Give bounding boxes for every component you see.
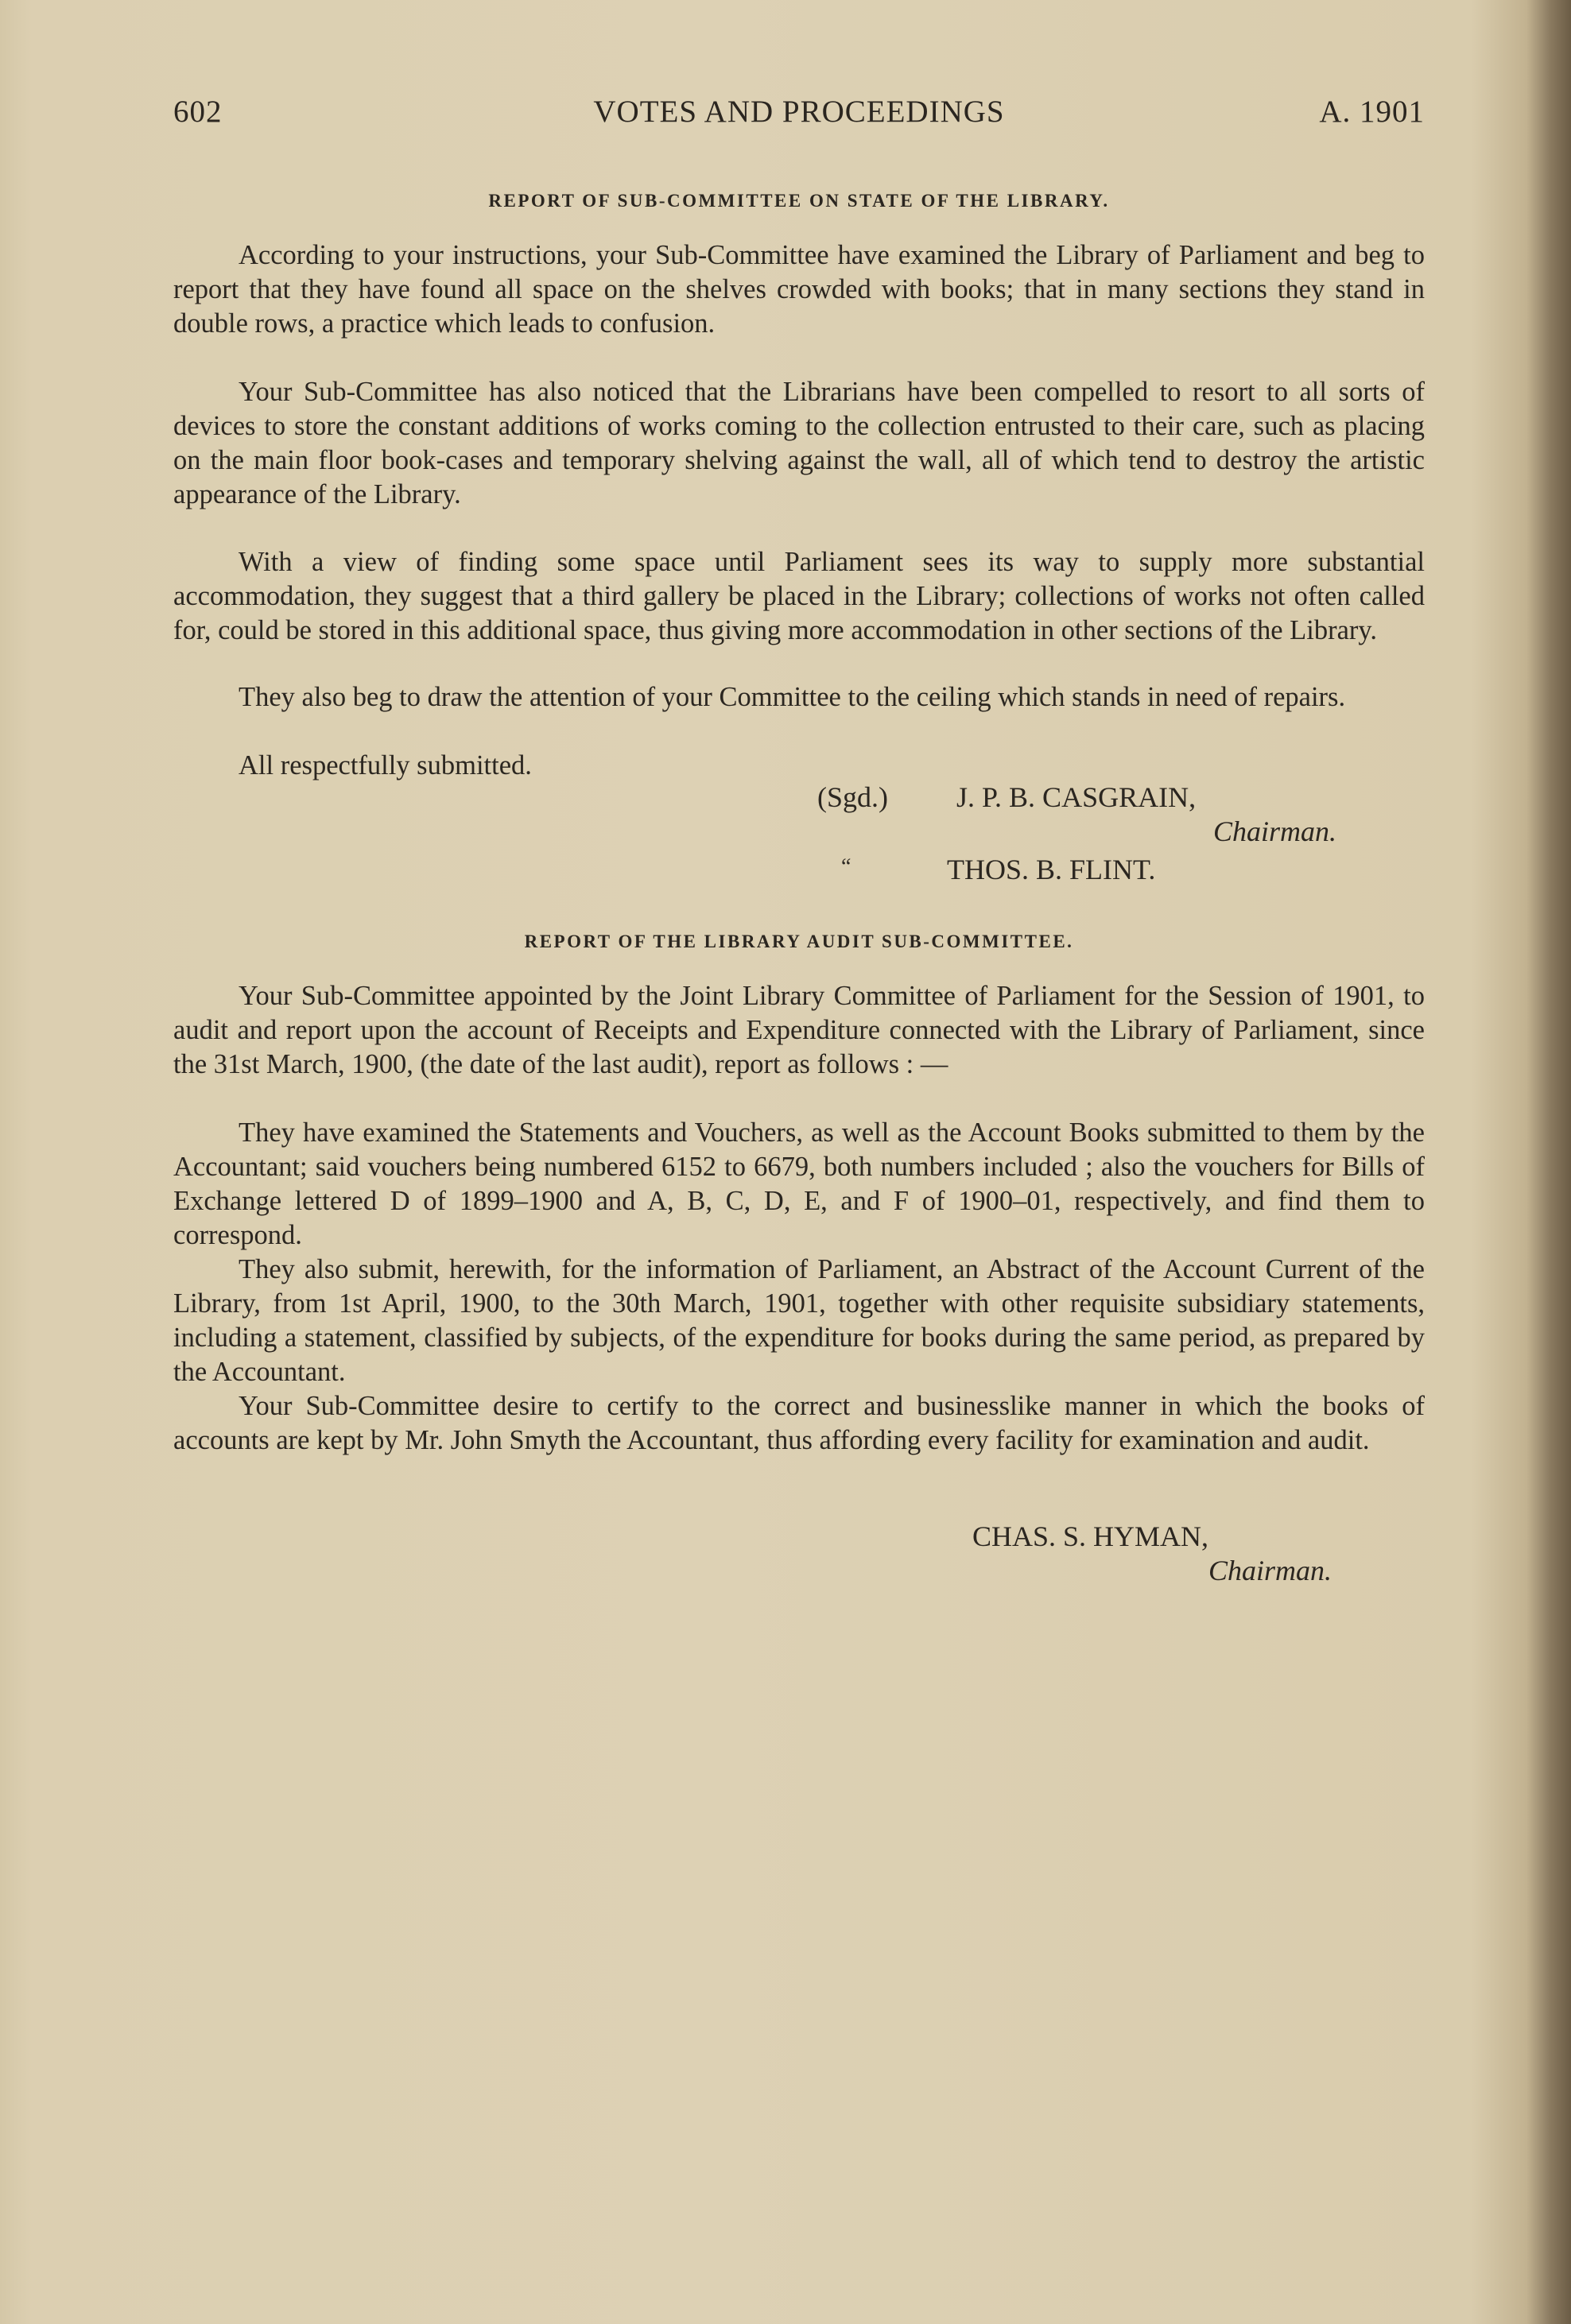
report2-paragraph-2: They have examined the Statements and Vouchers, as well as the Account Books submitted to them by the Accountant; said vouchers being numbered 6152 to 6679, both numbers included ; also the vouchers for Bills of Exchange lettered D of 1899–1900 and A, B, C, D, E, and F of 1900–01, respectively, and find them to correspond.	[173, 1117, 1425, 1250]
signatory-role-1: Chairman.	[1213, 815, 1337, 847]
report1-paragraph-1: According to your instructions, your Sub-Committee have examined the Library of Parliament and beg to report that they have found all space on the shelves crowded with books; that in many sections they stand in double rows, a practice which leads to confusion.	[173, 240, 1425, 339]
running-title: VOTES AND PROCEEDINGS	[593, 95, 1005, 129]
signatory-name: CHAS. S. HYMAN,	[972, 1520, 1209, 1552]
report2-paragraph-3: They also submit, herewith, for the information of Parliament, an Abstract of the Account Current of the Library, from 1st April, 1900, to the 30th March, 1901, together with other requisite subsidiary statements, including a statement, classified by subjects, of the expenditure for books during the same period, as prepared by the Accountant.	[173, 1254, 1425, 1387]
ditto-mark: “	[841, 854, 851, 879]
report1-heading: REPORT OF SUB-COMMITTEE ON STATE OF THE LIBRARY.	[488, 191, 1110, 211]
report2-paragraph-4: Your Sub-Committee desire to certify to the correct and businesslike manner in which the books of accounts are kept by Mr. John Smyth the Accountant, thus affording every facility for examination and audit.	[173, 1391, 1425, 1455]
report1-paragraph-2: Your Sub-Committee has also noticed that the Librarians have been compelled to resort to all sorts of devices to store the constant additions of works coming to the collection entrusted to their care, such as placing on the main floor book-cases and temporary shelving against the wall, all of which tend to destroy the artistic appearance of the Library.	[173, 377, 1425, 509]
signed-marker: (Sgd.)	[817, 781, 888, 813]
report1-paragraph-5: All respectfully submitted.	[239, 750, 532, 780]
signatory-name-1: J. P. B. CASGRAIN,	[956, 781, 1197, 813]
signatory-role: Chairman.	[1208, 1555, 1332, 1586]
report1-paragraph-3: With a view of finding some space until Parliament sees its way to supply more substantial accommodation, they suggest that a third gallery be placed in the Library; collections of works not often called for, could be stored in this additional space, thus giving more accommodation in other sections of the Library.	[173, 547, 1425, 645]
running-year: A. 1901	[1319, 95, 1425, 129]
running-header	[173, 94, 1425, 134]
signatory-name-2: THOS. B. FLINT.	[947, 854, 1156, 885]
page-number: 602	[173, 95, 223, 129]
report1-paragraph-4: They also beg to draw the attention of your Committee to the ceiling which stands in need of repairs.	[239, 682, 1346, 712]
report2-heading: REPORT OF THE LIBRARY AUDIT SUB-COMMITTEE.	[524, 932, 1074, 951]
report2-paragraph-1: Your Sub-Committee appointed by the Joint Library Committee of Parliament for the Session of 1901, to audit and report upon the account of Receipts and Expenditure connected with the Library of Parliament, since the 31st March, 1900, (the date of the last audit), report as follows : —	[173, 981, 1425, 1079]
